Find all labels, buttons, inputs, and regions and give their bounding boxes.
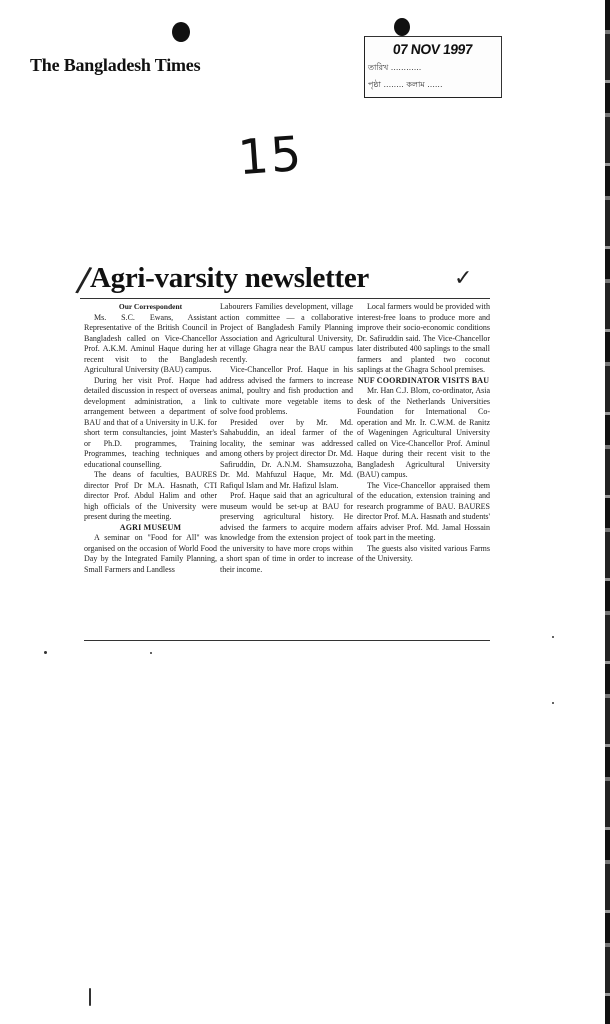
clipping-date-stamp xyxy=(364,36,502,98)
article-paragraph: The deans of faculties, BAURES director Prof Dr M.A. Hasnath, CTI director Prof. Abdul Halim and other high officials of the University were present during the meeting. xyxy=(84,470,217,521)
article-byline: Our Correspondent xyxy=(118,302,183,311)
ink-blot xyxy=(394,18,410,36)
pen-bracket-mark: / xyxy=(73,259,94,301)
article-subheading: AGRI MUSEUM xyxy=(119,522,182,532)
article-headline: Agri-varsity newsletter xyxy=(90,262,369,294)
article-paragraph: During her visit Prof. Haque had detailed discussion in respect of overseas development administration, a link arrangement between a department of BAU and that of a University in U.K. for short term consultancies, joint Master's or Ph.D. programmes, Training Programmes, teaching techniques and educational counselling. xyxy=(84,375,217,469)
article-paragraph: Local farmers would be provided with interest-free loans to produce more and improve their socio-economic conditions Dr. Safiruddin said. The Vice-Chancellor later distributed 400 saplings to the small farmers and planted two coconut saplings at the Ghagra School premises. xyxy=(357,302,490,374)
headline-rule xyxy=(80,298,490,299)
article-column-1 xyxy=(84,302,217,575)
stamp-page-column-line: পৃষ্ঠা ........ কলাম ...... xyxy=(368,80,443,89)
scan-speck xyxy=(89,988,91,1006)
stamp-date-line: তারিখ ............ xyxy=(368,63,422,72)
article-paragraph: A seminar on "Food for All" was organised on the occasion of World Food Day by the Integrated Family Planning, Small Farmers and Landless xyxy=(84,533,217,574)
article-column-3 xyxy=(357,302,490,565)
article-column-2 xyxy=(220,302,353,575)
article-paragraph: Vice-Chancellor Prof. Haque in his address advised the farmers to increase animal, poultry and fish production and to cultivate more vegetable items to solve food problems. xyxy=(220,365,353,416)
page-scan-edge xyxy=(605,0,610,1024)
handwritten-page-number: 15 xyxy=(236,125,305,187)
scan-speck xyxy=(44,651,47,654)
article-paragraph: The Vice-Chancellor appraised them of the education, extension training and research programme of BAU. BAURES director Prof. M.A. Hasnath and students' affairs adviser Prof. Md. Jamal Hossain took part in the meeting. xyxy=(357,480,490,542)
newspaper-masthead: The Bangladesh Times xyxy=(30,55,201,75)
article-paragraph: Prof. Haque said that an agricultural museum would be set-up at BAU for preserving agricultural history. He advised the farmers to acquire modern knowledge from the extension project of the university to have more crops within a short span of time in order to increase their income. xyxy=(220,491,353,574)
scan-speck xyxy=(150,652,152,654)
article-paragraph: Presided over by Mr. Md. Sahabuddin, an ideal farmer of the locality, the seminar was addressed among others by project director Dr. Md. Safiruddin, Dr. A.N.M. Shamsuzzoha, Dr. Md. Mahfuzul Haque, Mr. Md. Rafiqul Islam and Mr. Hafizul Islam. xyxy=(220,417,353,490)
scan-speck xyxy=(552,702,554,704)
article-paragraph: Ms. S.C. Ewans, Assistant Representative of the British Council in Bangladesh called on Vice-Chancellor Prof. A.K.M. Aminul Haque during her recent visit to the Bangladesh Agricultural University (BAU) campus. xyxy=(84,312,217,374)
pen-check-mark: ✓ xyxy=(454,266,473,291)
stamp-date: 07 NOV 1997 xyxy=(392,41,474,57)
clipping-bottom-rule xyxy=(84,640,490,641)
article-paragraph: The guests also visited various Farms of the University. xyxy=(357,543,490,563)
ink-blot xyxy=(172,22,190,42)
newspaper-clipping xyxy=(70,258,490,646)
scan-speck xyxy=(552,636,554,638)
article-paragraph: Mr. Han C.J. Blom, co-ordinator, Asia desk of the Netherlands Universities Foundation for International Co-operation and Mr. Ir. C.W.M. de Ranitz of Wageningen Agricultural University called on Vice-Chancellor Prof. Aminul Haque during their recent visit to the Bangladesh Agricultural University (BAU) campus. xyxy=(357,386,490,479)
article-paragraph: Labourers Families development, village action committee — a collaborative Project of Bangladesh Family Planning Association and Agricultural University, at village Ghagra near the BAU campus recently. xyxy=(220,302,353,364)
article-subheading: NUF COORDINATOR VISITS BAU xyxy=(357,375,490,385)
